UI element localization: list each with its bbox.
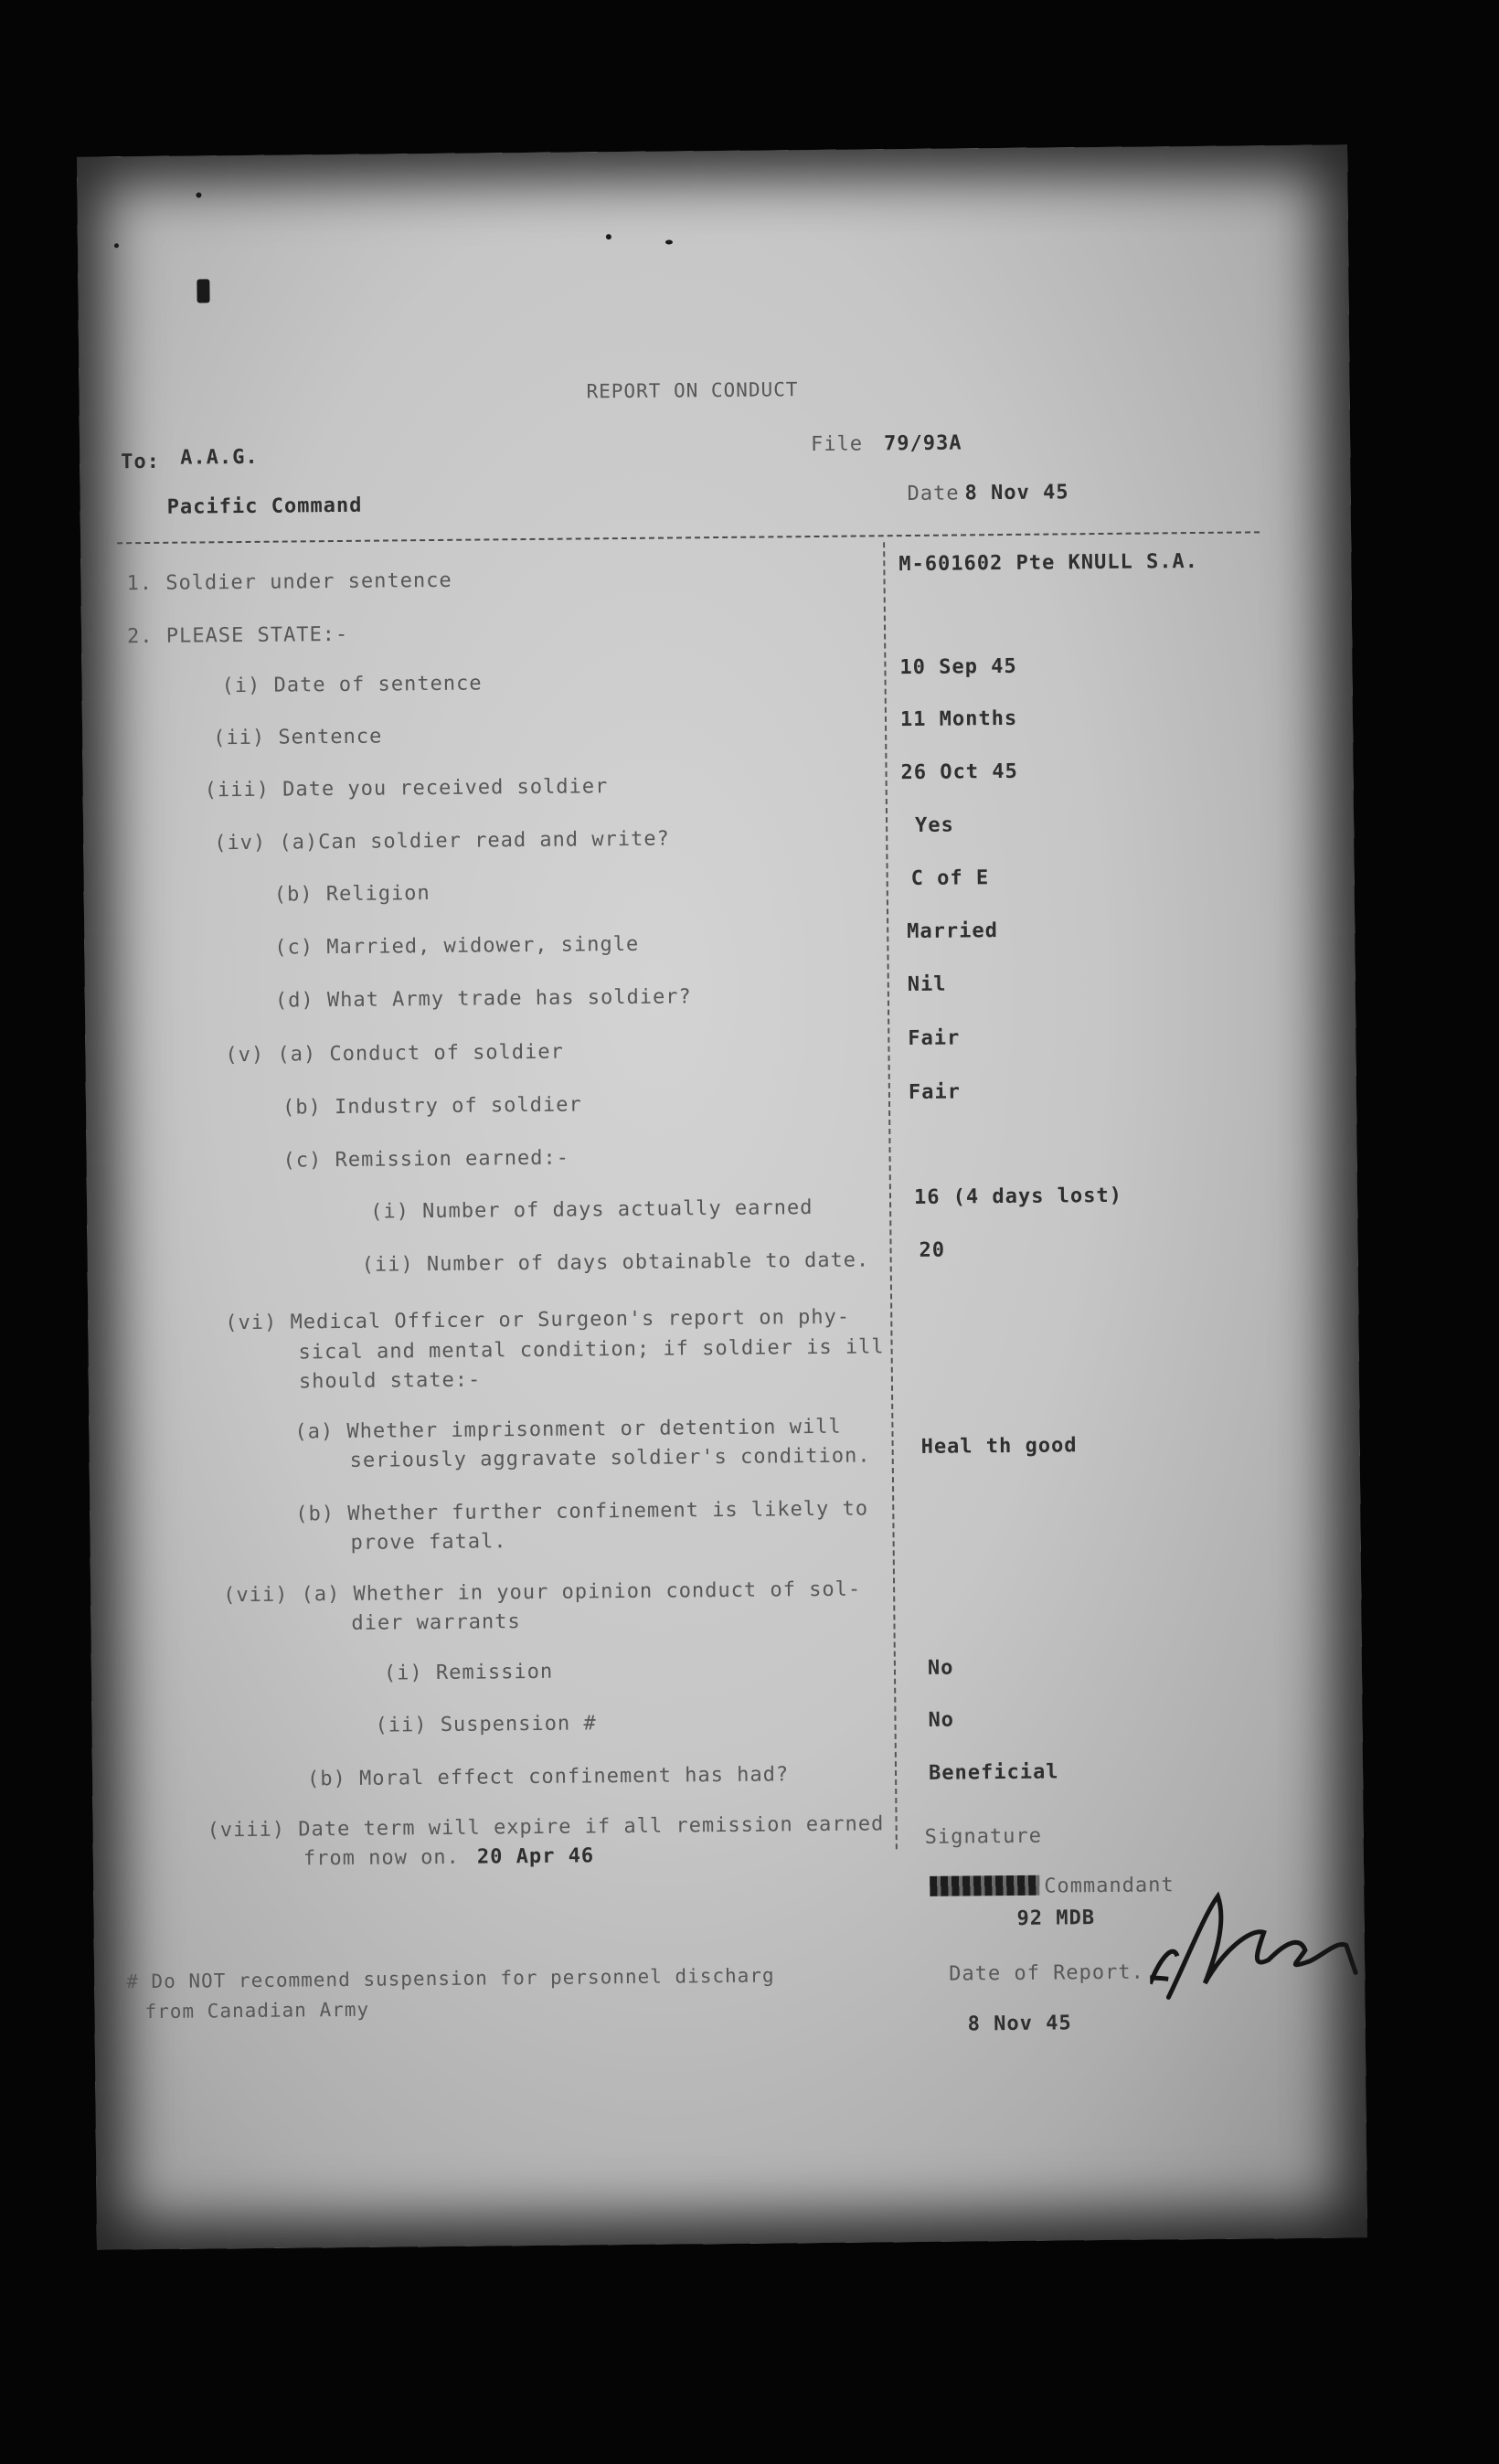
marital-status-value: Married [907,919,999,944]
ink-speck [114,243,119,248]
struck-out-text [930,1875,1039,1896]
document-sheet [77,144,1367,2249]
to-recipient-line2: Pacific Command [166,494,363,519]
row-label: (iv) (a)Can soldier read and write? [214,827,670,855]
days-earned-value: 16 (4 days lost) [913,1184,1123,1209]
days-obtainable-value: 20 [919,1238,946,1262]
row-label: from now on. [303,1845,460,1871]
row-label: (ii) Number of days obtainable to date. [361,1248,870,1277]
row-label: should state:- [298,1368,482,1394]
sentence-length: 11 Months [899,706,1018,732]
footnote-line2: from Canadian Army [144,1998,370,2023]
handwritten-signature [1149,1885,1360,2006]
row-label: (b) Moral effect confinement has had? [306,1763,790,1791]
suspension-value: No [928,1708,955,1732]
row-label: (vi) Medical Officer or Surgeon's report on phy- [225,1305,851,1335]
row-label: seriously aggravate soldier's condition. [349,1444,871,1472]
column-divider [883,542,898,1849]
health-value: Heal th good [920,1434,1078,1459]
read-write-value: Yes [914,813,954,837]
ink-speck [196,192,201,197]
to-label: To: [121,450,161,474]
row-label: (i) Date of sentence [221,672,483,698]
industry-value: Fair [908,1080,962,1105]
ink-speck [665,239,673,244]
ink-speck [606,234,611,239]
row-label: prove fatal. [350,1530,507,1555]
row-label: (c) Married, widower, single [274,932,640,960]
row-label: (i) Number of days actually earned [370,1196,813,1224]
soldier-id: M-601602 Pte KNULL S.A. [898,549,1199,577]
row-label: (a) Whether imprisonment or detention will [294,1415,842,1444]
date-label: Date [907,482,960,506]
header-rule [117,531,1260,544]
document-title: REPORT ON CONDUCT [586,378,799,403]
ink-speck [197,279,209,303]
row-label: (b) Industry of soldier [282,1093,582,1120]
remission-value: No [927,1656,954,1680]
report-date-label: Date of Report. [949,1960,1144,1986]
received-date: 26 Oct 45 [900,759,1018,785]
row-label: (c) Remission earned:- [282,1146,570,1173]
army-trade-value: Nil [907,972,947,997]
to-recipient: A.A.G. [180,445,259,470]
row-label: (ii) Sentence [213,725,383,750]
row-label: (vii) (a) Whether in your opinion conduct of sol- [223,1577,862,1608]
report-date-value: 8 Nov 45 [967,2012,1072,2036]
row-label: dier warrants [351,1610,521,1635]
file-number: 79/93A [883,431,962,456]
sentence-date: 10 Sep 45 [899,654,1017,680]
row-label: (d) What Army trade has soldier? [274,985,692,1013]
moral-effect-value: Beneficial [928,1760,1059,1785]
row-label: 2. PLEASE STATE:- [126,622,349,649]
row-label: (viii) Date term will expire if all remission earned [207,1812,885,1843]
religion-value: C of E [910,866,990,890]
footnote-line1: # Do NOT recommend suspension for personnel discharg [126,1964,775,1993]
row-label: (i) Remission [383,1660,554,1685]
conduct-value: Fair [908,1026,961,1051]
file-label: File [810,432,864,457]
row-label: (ii) Suspension # [375,1712,597,1737]
signature-stroke [1167,1895,1355,1997]
commandant-label: Commandant [1044,1874,1175,1898]
row-label: (b) Religion [273,882,431,907]
row-label: (b) Whether further confinement is likely to [295,1497,869,1526]
row-label: (v) (a) Conduct of soldier [225,1040,564,1067]
row-label: (iii) Date you received soldier [204,775,609,802]
row-label: 1. Soldier under sentence [126,568,452,596]
expiry-date: 20 Apr 46 [476,1844,595,1869]
signature-label: Signature [924,1824,1043,1849]
row-label: sical and mental condition; if soldier is ill [298,1335,885,1365]
date-value: 8 Nov 45 [964,481,1069,505]
commandant-unit: 92 MDB [1016,1906,1096,1930]
